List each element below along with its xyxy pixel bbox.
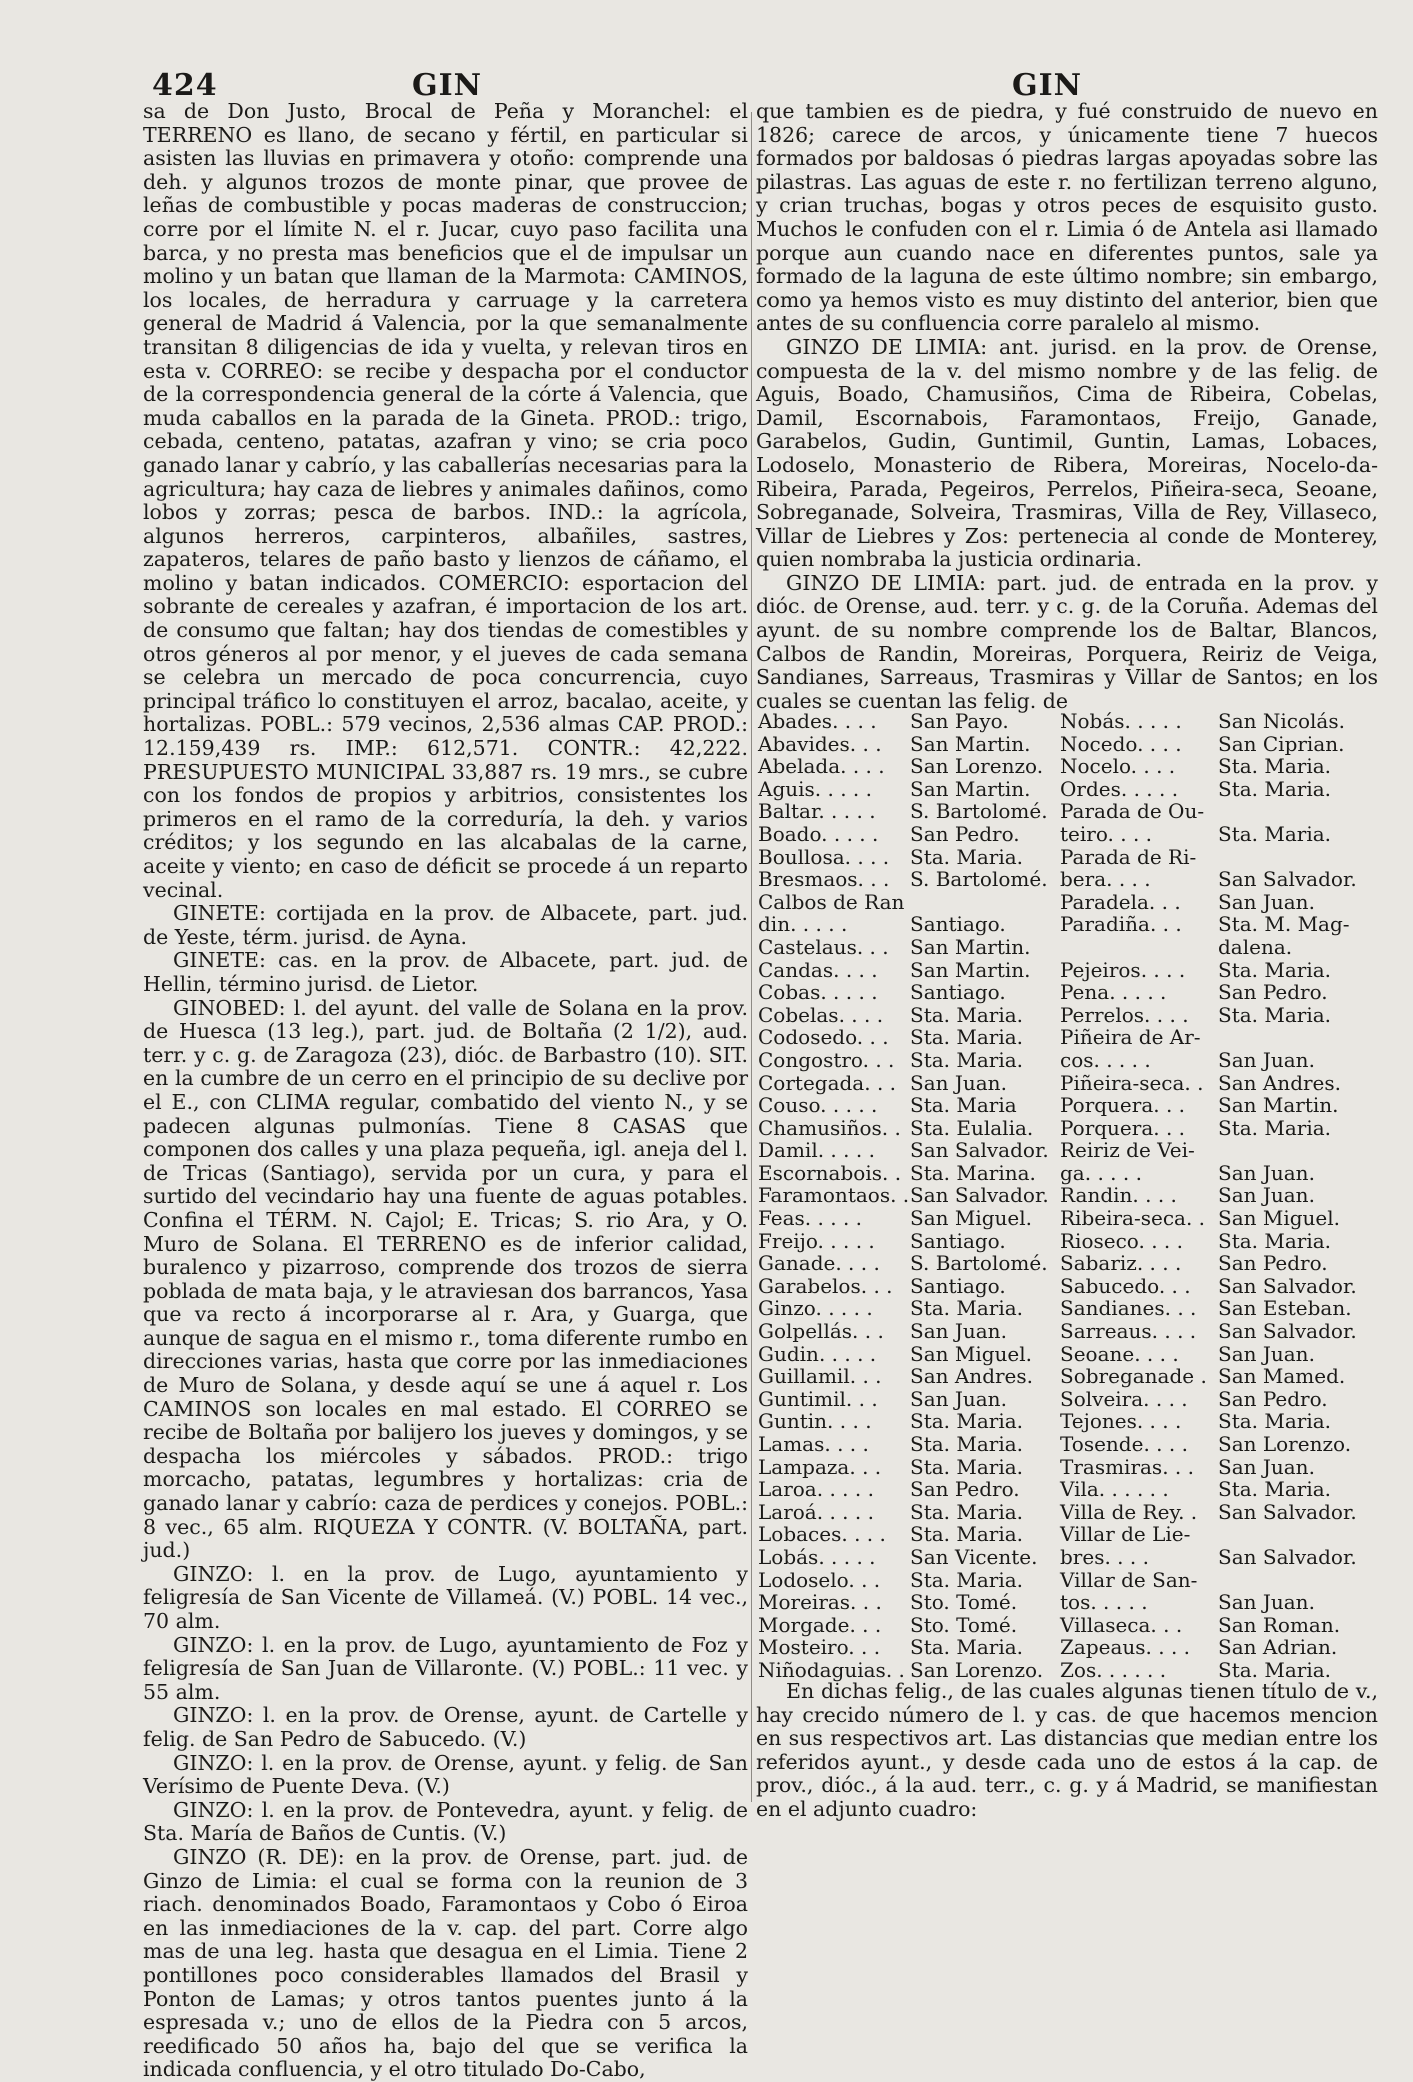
parish-patron: San Pedro.	[1218, 1251, 1328, 1276]
parish-patron: Sta. Maria.	[1218, 1409, 1332, 1434]
parish-patron: San Juan.	[910, 1070, 1007, 1095]
parish-table	[758, 710, 1376, 1682]
parish-patron: San Nicolás.	[1218, 709, 1345, 733]
parish-name: Paradela. . .	[1060, 889, 1181, 914]
left-running-head: GIN	[412, 68, 483, 103]
parish-name: Ganade. . . .	[758, 1251, 880, 1276]
parish-patron: San Salvador.	[1218, 1544, 1357, 1569]
entry-ginzo-orense-1: GINZO: l. en la prov. de Orense, ayunt. de Cartelle y felig. de San Pedro de Sabucedo. (V.)	[143, 1703, 748, 1751]
parish-name: Moreiras. . .	[758, 1590, 882, 1615]
parish-patron: Sta. Maria.	[910, 1432, 1024, 1456]
parish-patron: San Pedro.	[910, 821, 1020, 846]
entry-ginzo-de-limia-jurisd: GINZO DE LIMIA: ant. jurisd. en la prov. de Orense, compuesta de la v. del mismo nombre y de las felig. de Aguis, Boado, Chamusiños, Cima de Ribeira, Cobelas, Damil, Escornabois, Faramontaos, Freijo, Ganade, Garabelos, Gudin, Guntimil, Guntin, Lamas, Lobaces, Lodoselo, Monasterio de Ribera, Moreiras, Nocelo-da-Ribeira, Parada, Pegeiros, Perrelos, Piñeira-seca, Seoane, Sobreganade, Solveira, Trasmiras, Villa de Rey, Villaseco, Villar de Liebres y Zos: pertenecia al conde de Monterey, quien nombraba la justicia ordinaria.	[756, 334, 1378, 572]
parish-row	[758, 823, 1376, 846]
parish-patron: San Pedro.	[1218, 980, 1328, 1005]
parish-patron: San Juan.	[910, 1319, 1007, 1344]
parish-row	[758, 1230, 1376, 1253]
parish-row	[758, 1591, 1376, 1614]
parish-name: Paradiña. . .	[1060, 912, 1182, 937]
parish-name: Reiriz de Vei-	[1060, 1138, 1195, 1163]
parish-row	[758, 1162, 1376, 1185]
parish-patron: Santiago.	[910, 1228, 1006, 1253]
parish-patron: Sta. Maria.	[910, 1499, 1024, 1524]
parish-name: Gudin. . . . .	[758, 1341, 877, 1366]
parish-name: Randin. . . .	[1060, 1183, 1177, 1208]
parish-name: Tejones. . . .	[1060, 1409, 1182, 1434]
parish-patron: Sta. Maria.	[1218, 776, 1332, 801]
parish-patron: San Salvador.	[1218, 1319, 1357, 1344]
parish-patron: Sta. Maria.	[910, 1047, 1024, 1072]
entry-ginobed: GINOBED: l. del ayunt. del valle de Solana en la prov. de Huesca (13 leg.), part. jud. de Boltaña (2 1/2), aud. terr. y c. g. de Zaragoza (23), dióc. de Barbastro (10). SIT. en la cumbre de un cerro en el principio de su declive por el E., con CLIMA regular, combatido del viento N., y se padecen algunas pulmonías. Tiene 8 CASAS que componen dos calles y una plaza pequeña, igl. aneja del l. de Tricas (Santiago), servida por un cura, y para el surtido del vecindario hay una fuente de aguas potables. Confina el TÉRM. N. Cajol; E. Tricas; S. rio Ara, y O. Muro de Solana. El TERRENO es de inferior calidad, buralenco y pizarroso, comprende dos trozos de sierra poblada de mata baja, y le atraviesan dos barrancos, Yasa que va recto á incorporarse al r. Ara, y Guarga, que aunque de sagua en el mismo r., toma diferente rumbo en direcciones varias, hasta que corre por las inmediaciones de Muro de Solana, y desde aquí se une á aquel r. Los CAMINOS son locales en mal estado. El CORREO se recibe de Boltaña por balijero los jueves y domingos, y se despacha los miércoles y sábados. PROD.: trigo morcacho, patatas, legumbres y hortalizas: cria de ganado lanar y cabrío: caza de perdices y conejos. POBL.: 8 vec., 65 alm. RIQUEZA Y CONTR. (V. BOLTAÑA, part. jud.)	[143, 995, 748, 1563]
parish-patron	[1218, 1523, 1376, 1546]
parish-patron: San Juan.	[1218, 1341, 1315, 1366]
parish-row	[758, 1252, 1376, 1275]
parish-patron: Sta. Maria.	[910, 1454, 1024, 1479]
parish-patron	[1218, 1569, 1376, 1592]
parish-name: bres. . . .	[1060, 1544, 1149, 1569]
parish-name: Couso. . . . .	[758, 1093, 878, 1118]
parish-name: Lobaces. . . .	[758, 1522, 886, 1547]
parish-name: Rioseco. . . .	[1060, 1228, 1183, 1253]
parish-name: Ginzo. . . . .	[758, 1296, 873, 1321]
parish-patron: Sta. Maria.	[910, 1567, 1024, 1592]
parish-patron: San Vicente.	[910, 1544, 1038, 1569]
parish-name: Escornabois. .	[758, 1160, 902, 1185]
parish-patron: Sta. Maria.	[1218, 1115, 1332, 1140]
parish-row	[758, 1139, 1376, 1162]
parish-row	[758, 1636, 1376, 1659]
parish-patron: Sta. Maria.	[1218, 1228, 1332, 1253]
parish-name: Lampaza. . .	[758, 1454, 882, 1479]
parish-patron: San Juan.	[1218, 1454, 1315, 1479]
parish-row	[758, 981, 1376, 1004]
parish-row	[758, 1207, 1376, 1230]
parish-name: Abelada. . . .	[758, 754, 885, 779]
page-number: 424	[152, 68, 218, 103]
parish-patron: Sta. Maria.	[910, 1635, 1024, 1660]
parish-name: Villar de San-	[1060, 1567, 1198, 1592]
parish-row	[758, 846, 1376, 869]
parish-name: din. . . . .	[758, 912, 848, 937]
parish-patron: Sta. Maria.	[1218, 1477, 1332, 1502]
parish-name: Pena. . . . .	[1060, 980, 1167, 1005]
parish-name: Villaseca. . .	[1060, 1612, 1183, 1637]
parish-patron: San Salvador.	[910, 1138, 1049, 1163]
entry-ginzo-orense-2: GINZO: l. en la prov. de Orense, ayunt. y felig. de San Verísimo de Puente Deva. (V.)	[143, 1750, 748, 1799]
parish-name: Guntimil. . .	[758, 1386, 878, 1411]
closing-paragraph: En dichas felig., de las cuales algunas tienen título de v., hay crecido número de l. y cas. de que hacemos mencion en sus respectivos art. Las distancias que median entre los referidos ayunt., y desde cada uno de estos á la cap. de prov., dióc., á la aud. terr., c. g. y á Madrid, se manifiestan en el adjunto cuadro:	[756, 1679, 1378, 1821]
parish-name: Ordes. . . . .	[1060, 776, 1179, 801]
parish-name: Trasmiras. . .	[1060, 1454, 1194, 1479]
right-running-head: GIN	[1012, 68, 1083, 103]
parish-name: Seoane. . . .	[1060, 1341, 1179, 1366]
parish-name: Nocedo. . . .	[1060, 731, 1182, 756]
parish-name: Lobás. . . . .	[758, 1544, 876, 1569]
parish-name: Villar de Lie-	[1060, 1522, 1191, 1547]
parish-patron: Sta. Maria.	[1218, 1657, 1332, 1682]
parish-patron: San Pedro.	[910, 1477, 1020, 1502]
parish-name: Ribeira-seca. .	[1060, 1206, 1206, 1231]
parish-patron: Sta. M. Mag-	[1218, 912, 1350, 937]
parish-name: Boullosa. . . .	[758, 844, 890, 869]
parish-patron: San Salvador.	[1218, 1273, 1357, 1298]
parish-row	[758, 1004, 1376, 1027]
parish-name: Lodoselo. . .	[758, 1567, 881, 1592]
parish-row	[758, 1478, 1376, 1501]
parish-name: ga. . . . .	[1060, 1160, 1142, 1185]
parish-patron: San Miguel.	[910, 1206, 1033, 1231]
parish-patron: San Juan.	[1218, 1590, 1315, 1615]
parish-patron: Sta. Maria.	[1218, 754, 1332, 779]
parish-patron: Sta. Maria.	[910, 844, 1024, 869]
parish-patron	[1218, 1026, 1376, 1049]
parish-name: Niñodaguias. .	[758, 1657, 905, 1682]
parish-row	[758, 1320, 1376, 1343]
parish-name: tos. . . . .	[1060, 1590, 1148, 1615]
parish-name: bera. . . .	[1060, 867, 1151, 892]
parish-name: Porquera. . .	[1060, 1093, 1186, 1118]
parish-row	[758, 1501, 1376, 1524]
parish-name: Porquera. . .	[1060, 1115, 1186, 1140]
parish-row	[758, 936, 1376, 959]
parish-patron: Sta. Marina.	[910, 1160, 1036, 1185]
parish-patron: San Lorenzo.	[910, 754, 1044, 779]
parish-patron: San Adrian.	[1218, 1635, 1338, 1660]
parish-row	[758, 1365, 1376, 1388]
parish-name: Tosende. . . .	[1060, 1432, 1188, 1456]
entry-ginzo-lugo-1: GINZO: l. en la prov. de Lugo, ayuntamiento y feligresía de San Vicente de Villameá. (V.) POBL. 14 vec., 70 alm.	[143, 1561, 748, 1633]
parish-patron: Sta. Maria.	[910, 1025, 1024, 1050]
parish-patron: Sta. Maria.	[1218, 821, 1332, 846]
parish-name: Aguis. . . . .	[758, 776, 873, 801]
parish-name: Faramontaos. .	[758, 1183, 910, 1208]
parish-row	[758, 1072, 1376, 1095]
parish-patron: San Ciprian.	[1218, 731, 1345, 756]
parish-row	[758, 755, 1376, 778]
parish-name: Sabucedo. . .	[1060, 1273, 1191, 1298]
parish-patron: San Salvador.	[1218, 1499, 1357, 1524]
parish-name: Golpellás. . .	[758, 1319, 884, 1344]
right-column	[756, 100, 1378, 713]
entry-continuation: sa de Don Justo, Brocal de Peña y Moranchel: el TERRENO es llano, de secano y fértil, en particular si asisten las lluvias en primavera y otoño: comprende una deh. y algunos trozos de monte pinar, que provee de leñas de combustible y pocas maderas de construccion; corre por el límite N. el r. Jucar, cuyo paso facilita una barca, y no presta mas beneficios que el de impulsar un molino y un batan que llaman de la Marmota: CAMINOS, los locales, de herradura y carruage y la carretera general de Madrid á Valencia, por la que semanalmente transitan 8 diligencias de ida y vuelta, y relevan tiros en esta v. CORREO: se recibe y despacha por el conductor de la correspondencia general de la córte á Valencia, que muda caballos en la parada de la Gineta. PROD.: trigo, cebada, centeno, patatas, azafran y vino; se cria poco ganado lanar y cabrío, y las caballerías necesarias para la agricultura; hay caza de liebres y animales dañinos, como lobos y zorras; pesca de barbos. IND.: la agrícola, algunos herreros, carpinteros, albañiles, sastres, zapateros, telares de paño basto y lienzos de cáñamo, el molino y batan indicados. COMERCIO: esportacion del sobrante de cereales y azafran, é importacion de los art. de consumo que faltan; hay dos tiendas de comestibles y otros géneros al por menor, y el jueves de cada semana se celebra un mercado de poca concurrencia, cuyo principal tráfico lo constituyen el arroz, bacalao, aceite, y hortalizas. POBL.: 579 vecinos, 2,536 almas CAP. PROD.: 12.159,439 rs. IMP.: 612,571. CONTR.: 42,222. PRESUPUESTO MUNICIPAL 33,887 rs. 19 mrs., se cubre con los fondos de propios y arbitrios, consistentes los primeros en el ramo de la correduría, la deh. y varios créditos; y los segundo en las alcabalas de la carne, aceite y viento; en caso de déficit se procede á un reparto vecinal.	[143, 99, 748, 902]
left-column	[143, 100, 748, 2082]
parish-row	[758, 800, 1376, 823]
parish-patron: San Pedro.	[1218, 1386, 1328, 1411]
parish-patron: San Andres.	[910, 1364, 1034, 1389]
parish-patron: Sta. Maria.	[910, 1296, 1024, 1321]
parish-row	[758, 1456, 1376, 1479]
parish-patron: Sta. Maria.	[910, 1002, 1024, 1027]
parish-patron: San Salvador.	[910, 1183, 1049, 1208]
parish-row	[758, 1546, 1376, 1569]
parish-patron: Sta. Maria.	[910, 1409, 1024, 1434]
parish-name	[1060, 936, 1218, 959]
parish-patron: San Lorenzo.	[910, 1657, 1044, 1682]
parish-patron: Sta. Eulalia.	[910, 1115, 1034, 1140]
parish-patron: San Martin.	[910, 934, 1031, 959]
parish-name: Mosteiro. . .	[758, 1635, 881, 1660]
parish-patron: S. Bartolomé.	[910, 1251, 1048, 1276]
entry-ginete-2: GINETE: cas. en la prov. de Albacete, part. jud. de Hellin, término jurisd. de Lietor.	[143, 948, 748, 996]
parish-patron	[910, 891, 1060, 914]
parish-name: Morgade. . .	[758, 1612, 882, 1637]
parish-name: Parada de Ou-	[1060, 799, 1205, 824]
entry-river-continuation: que tambien es de piedra, y fué construido de nuevo en 1826; carece de arcos, y únicamente tiene 7 huecos formados por baldosas ó piedras largas apoyadas sobre las pilastras. Las aguas de este r. no fertilizan terreno alguno, y crian truchas, bogas y otros peces de esquisito gusto. Muchos le confuden con el r. Limia ó de Antela asi llamado porque aun cuando nace en diferentes puntos, sale ya formado de la laguna de este último nombre; sin embargo, como ya hemos visto es muy distinto del anterior, bien que antes de su confluencia corre paralelo al mismo.	[756, 99, 1378, 336]
parish-name: Lamas. . . .	[758, 1432, 869, 1456]
parish-name: Piñeira-seca. .	[1060, 1070, 1204, 1095]
parish-name: Perrelos. . . .	[1060, 1002, 1189, 1027]
parish-name: Villa de Rey. .	[1060, 1499, 1198, 1524]
parish-row	[758, 1184, 1376, 1207]
parish-patron: S. Bartolomé.	[910, 799, 1048, 824]
parish-name: Baltar. . . . .	[758, 799, 876, 824]
parish-patron: San Juan.	[910, 1386, 1007, 1411]
parish-patron: dalena.	[1218, 934, 1293, 959]
parish-row	[758, 1523, 1376, 1546]
parish-patron: San Andres.	[1218, 1070, 1342, 1095]
parish-patron: San Juan.	[1218, 889, 1315, 914]
column-rule	[751, 112, 752, 1802]
parish-row	[758, 1275, 1376, 1298]
parish-patron	[1218, 800, 1376, 823]
entry-ginzo-de-limia-part: GINZO DE LIMIA: part. jud. de entrada en la prov. y dióc. de Orense, aud. terr. y c. g. de la Coruña. Ademas del ayunt. de su nombre comprende los de Baltar, Blancos, Calbos de Randin, Moreiras, Porquera, Reiriz de Veiga, Sandianes, Sarreaus, Trasmiras y Villar de Santos; en los cuales se cuentan las felig. de	[756, 570, 1378, 713]
parish-name: Garabelos. . .	[758, 1273, 893, 1298]
parish-patron: Santiago.	[910, 980, 1006, 1005]
parish-name: Abavides. . .	[758, 731, 882, 756]
parish-patron: San Martin.	[910, 731, 1031, 756]
parish-name: Sandianes. . .	[1060, 1296, 1197, 1321]
parish-name: Chamusiños. .	[758, 1115, 901, 1140]
parish-patron: Sta. Maria.	[1218, 1002, 1332, 1027]
parish-row	[758, 1614, 1376, 1637]
parish-row	[758, 959, 1376, 982]
entry-ginzo-rio: GINZO (R. DE): en la prov. de Orense, part. jud. de Ginzo de Limia: el cual se forma con la reunion de 3 riach. denominados Boado, Faramontaos y Cobo ó Eiroa en las inmediaciones de la v. cap. del part. Corre algo mas de una leg. hasta que desagua en el Limia. Tiene 2 pontillones poco considerables llamados del Brasil y Ponton de Lamas; y otros tantos puentes junto á la espresada v.; uno de ellos de la Piedra con 5 arcos, reedificado 50 años ha, bajo del que se verifica la indicada confluencia, y el otro titulado Do-Cabo,	[143, 1844, 748, 2082]
parish-name: Damil. . . . .	[758, 1138, 875, 1163]
parish-patron: San Martin.	[1218, 1093, 1339, 1118]
parish-patron: San Juan.	[1218, 1047, 1315, 1072]
parish-name: teiro. . . .	[1060, 821, 1153, 846]
parish-name: Cortegada. . .	[758, 1070, 897, 1095]
parish-name: Parada de Ri-	[1060, 844, 1197, 869]
parish-name: Guntin. . . .	[758, 1409, 872, 1434]
parish-patron: San Esteban.	[1218, 1296, 1352, 1321]
parish-row	[758, 1343, 1376, 1366]
parish-row	[758, 1388, 1376, 1411]
parish-patron: San Miguel.	[1218, 1206, 1341, 1231]
parish-name: Cobas. . . . .	[758, 980, 878, 1005]
parish-name: Candas. . . .	[758, 957, 878, 982]
parish-name: Codosedo. . .	[758, 1025, 889, 1050]
parish-patron: Santiago.	[910, 912, 1006, 937]
parish-name: Guillamil. . .	[758, 1364, 882, 1389]
parish-name: Bresmaos. . .	[758, 867, 890, 892]
parish-row	[758, 1297, 1376, 1320]
parish-row	[758, 1569, 1376, 1592]
parish-name: Sarreaus. . . .	[1060, 1319, 1197, 1344]
parish-name: Nocelo. . . .	[1060, 754, 1176, 779]
parish-row	[758, 1026, 1376, 1049]
parish-row	[758, 1433, 1376, 1456]
entry-ginzo-pontevedra: GINZO: l. en la prov. de Pontevedra, ayunt. y felig. de Sta. María de Baños de Cuntis. (V.)	[143, 1797, 748, 1846]
parish-patron: San Martin.	[910, 776, 1031, 801]
parish-name: Solveira. . . .	[1060, 1386, 1188, 1411]
parish-row	[758, 868, 1376, 891]
parish-name: Sabariz. . . .	[1060, 1251, 1182, 1276]
parish-patron: San Martin.	[910, 957, 1031, 982]
parish-name: Congostro. . .	[758, 1047, 895, 1072]
parish-name: Freijo. . . . .	[758, 1228, 875, 1253]
parish-row	[758, 710, 1376, 733]
parish-name: cos. . . . .	[1060, 1047, 1151, 1072]
parish-name: Vila. . . . . .	[1060, 1477, 1169, 1502]
parish-patron: Sto. Tomé.	[910, 1590, 1018, 1615]
parish-name: Boado. . . . .	[758, 821, 879, 846]
parish-patron: Santiago.	[910, 1273, 1006, 1298]
parish-patron: San Lorenzo.	[1218, 1432, 1352, 1456]
parish-patron: Sta. Maria	[910, 1093, 1017, 1118]
parish-patron: Sta. Maria.	[910, 1522, 1024, 1547]
parish-row	[758, 913, 1376, 936]
parish-patron	[1218, 846, 1376, 869]
parish-patron: San Salvador.	[1218, 867, 1357, 892]
parish-patron: San Juan.	[1218, 1183, 1315, 1208]
parish-patron: San Miguel.	[910, 1341, 1033, 1366]
closing-section	[756, 1680, 1378, 1822]
parish-patron: Sta. Maria.	[1218, 957, 1332, 982]
parish-patron: San Mamed.	[1218, 1364, 1346, 1389]
parish-row	[758, 733, 1376, 756]
parish-patron: Sto. Tomé.	[910, 1612, 1018, 1637]
parish-name: Nobás. . . . .	[1060, 709, 1182, 733]
parish-patron	[1218, 1139, 1376, 1162]
parish-row	[758, 1117, 1376, 1140]
parish-name: Zos. . . . . .	[1060, 1657, 1167, 1682]
parish-row	[758, 1410, 1376, 1433]
parish-patron: S. Bartolomé.	[910, 867, 1048, 892]
parish-name: Abades. . . .	[758, 709, 877, 733]
parish-name: Laroa. . . . .	[758, 1477, 874, 1502]
parish-name: Castelaus. . .	[758, 934, 889, 959]
parish-name: Laroá. . . . .	[758, 1499, 874, 1524]
parish-name: Sobreganade .	[1060, 1364, 1207, 1389]
parish-patron: San Juan.	[1218, 1160, 1315, 1185]
parish-row	[758, 891, 1376, 914]
parish-row	[758, 1094, 1376, 1117]
parish-name: Piñeira de Ar-	[1060, 1025, 1201, 1050]
parish-name: Pejeiros. . . .	[1060, 957, 1186, 982]
entry-ginzo-lugo-2: GINZO: l. en la prov. de Lugo, ayuntamiento de Foz y feligresía de San Juan de Villaronte. (V.) POBL.: 11 vec. y 55 alm.	[143, 1632, 748, 1704]
parish-name: Cobelas. . . .	[758, 1002, 884, 1027]
parish-row	[758, 778, 1376, 801]
parish-name: Calbos de Ran	[758, 889, 905, 914]
parish-patron: San Payo.	[910, 709, 1009, 733]
parish-patron: San Roman.	[1218, 1612, 1341, 1637]
parish-row	[758, 1049, 1376, 1072]
entry-ginete-1: GINETE: cortijada en la prov. de Albacete, part. jud. de Yeste, térm. jurisd. de Ayna.	[143, 901, 748, 949]
parish-name: Zapeaus. . . .	[1060, 1635, 1191, 1660]
parish-name: Feas. . . . .	[758, 1206, 863, 1231]
